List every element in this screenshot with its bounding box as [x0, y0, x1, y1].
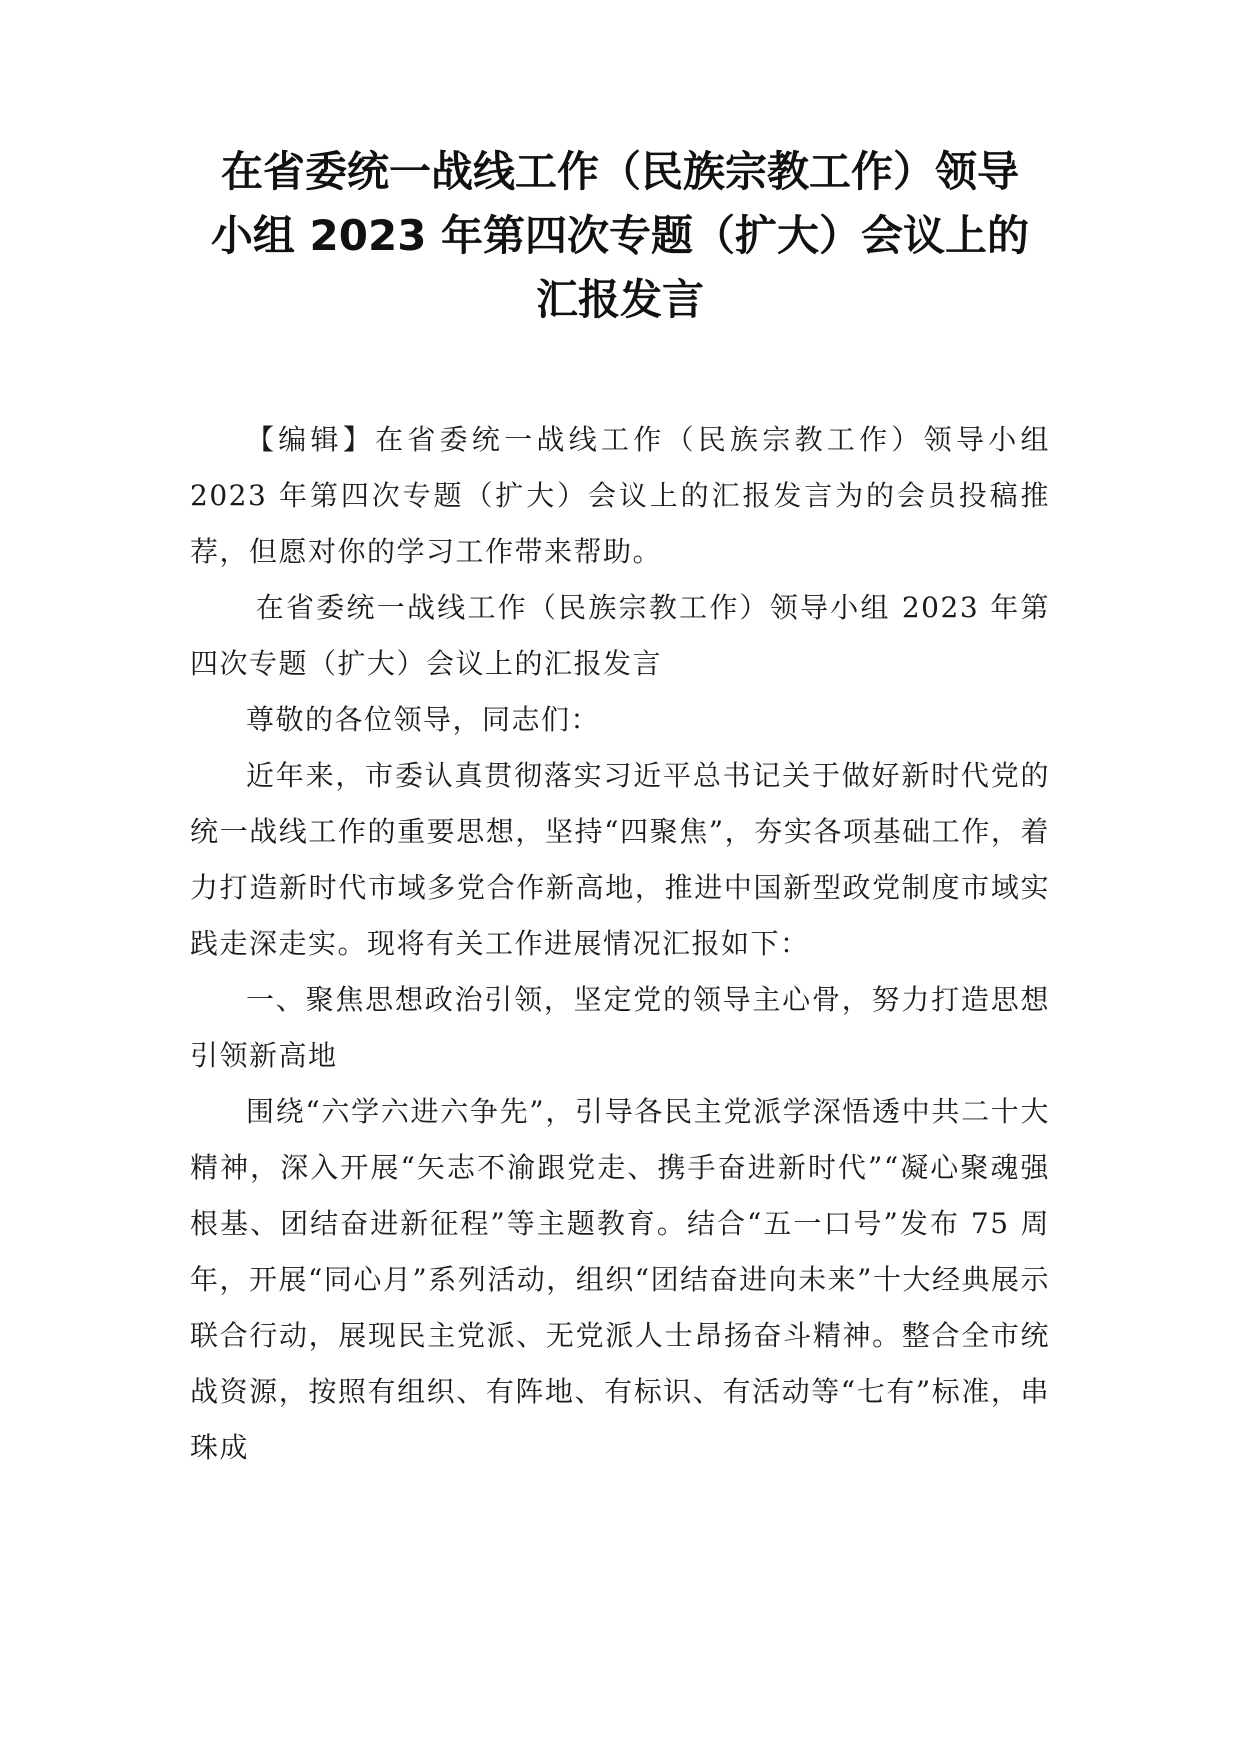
salutation-paragraph: 尊敬的各位领导，同志们：	[246, 703, 601, 736]
subtitle-paragraph: 在省委统一战线工作（民族宗教工作）领导小组 2023 年第四次专题（扩大）会议上的汇报发言	[190, 591, 1050, 680]
title-line-1: 在省委统一战线工作（民族宗教工作）领导	[220, 147, 1019, 196]
title-line-2: 小组 2023 年第四次专题（扩大）会议上的	[210, 211, 1030, 260]
section-1-paragraph: 围绕“六学六进六争先”，引导各民主党派学深悟透中共二十大精神，深入开展“矢志不渝跟党走、携手奋进新时代”“凝心聚魂强根基、团结奋进新征程”等主题教育。结合“五一口号”发布 75 周年，开展“同心月”系列活动，组织“团结奋进向未来”十大经典展示联合行动，展现民主党派、无党派人士昂扬奋斗精神。整合全市统战资源，按照有组织、有阵地、有标识、有活动等“七有”标准，串珠成	[190, 1095, 1050, 1464]
title-line-3: 汇报发言	[535, 275, 704, 324]
intro-paragraph: 近年来，市委认真贯彻落实习近平总书记关于做好新时代党的统一战线工作的重要思想，坚持“四聚焦”，夯实各项基础工作，着力打造新时代市域多党合作新高地，推进中国新型政党制度市域实践走深走实。现将有关工作进展情况汇报如下：	[190, 759, 1050, 960]
editor-note-paragraph: 【编辑】在省委统一战线工作（民族宗教工作）领导小组 2023 年第四次专题（扩大）会议上的汇报发言为的会员投稿推荐，但愿对你的学习工作带来帮助。	[190, 423, 1050, 568]
document-body	[190, 412, 1050, 1476]
document-title	[175, 140, 1065, 332]
section-heading-1: 一、聚焦思想政治引领，坚定党的领导主心骨，努力打造思想引领新高地	[190, 983, 1050, 1072]
